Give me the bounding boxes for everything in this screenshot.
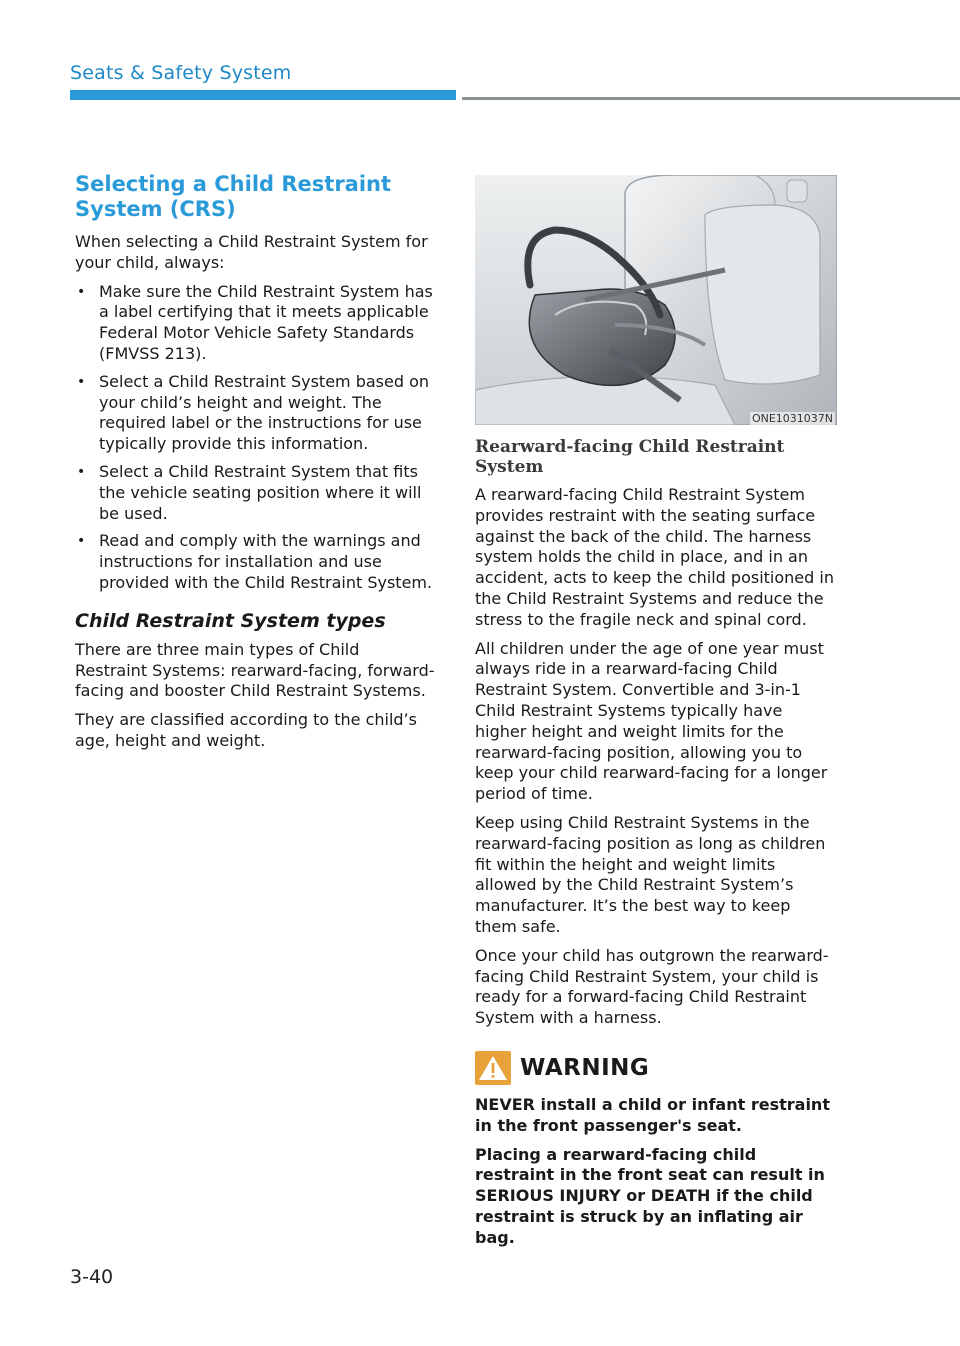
right-column <box>475 175 837 1257</box>
warning-line-1: NEVER install a child or infant restraint in the front passenger's seat. <box>475 1094 830 1135</box>
warning-header <box>475 1051 837 1085</box>
rearward-paragraph-3: Keep using Child Restraint Systems in the rearward-facing position as long as children fit within the height and weight limits allowed by the Child Restraint System’s manufacturer. It’s the best way to keep them safe. <box>475 812 826 936</box>
section-header: Seats & Safety System <box>70 62 292 84</box>
figure-code: ONE1031037N <box>751 412 833 425</box>
bullet-icon: • <box>77 373 86 390</box>
types-paragraph-1: There are three main types of Child Restraint Systems: rearward-facing, forward-facing and booster Child Restraint Systems. <box>75 639 435 701</box>
warning-body <box>475 1095 837 1249</box>
rear-seat-infant-carrier-image <box>475 175 837 425</box>
bullet-icon: • <box>77 283 86 300</box>
section-title-line-2: System (CRS) <box>75 197 236 221</box>
list-item <box>75 372 435 455</box>
figure-caption: Rearward-facing Child Restraint System <box>475 437 785 477</box>
list-item-text: Read and comply with the warnings and instructions for installation and use provided with the Child Restraint System. <box>99 531 433 592</box>
car-seat-illustration <box>475 175 837 425</box>
list-item <box>75 462 435 524</box>
section-title-line-1: Selecting a Child Restraint <box>75 172 392 196</box>
header-rule-gray <box>462 97 960 100</box>
types-paragraph-2: They are classified according to the child’s age, height and weight. <box>75 710 417 750</box>
list-item-text: Make sure the Child Restraint System has a label certifying that it meets applicable Federal Motor Vehicle Safety Standards (FMVSS 213). <box>99 281 433 363</box>
rearward-paragraph-1: A rearward-facing Child Restraint System provides restraint with the seating surface against the back of the child. The harness system holds the child in place, and in an accident, acts to keep the child positioned in the Child Restraint Systems and reduce the stress to the fragile neck and spinal cord. <box>475 485 834 629</box>
intro-paragraph: When selecting a Child Restraint System for your child, always: <box>75 232 428 272</box>
warning-title: WARNING <box>520 1054 650 1081</box>
page-number: 3-40 <box>70 1266 114 1288</box>
warning-triangle-icon <box>475 1051 511 1085</box>
list-item <box>75 282 435 365</box>
warning-line-2: Placing a rearward-facing child restraint in the front seat can result in SERIOUS INJURY or DEATH if the child restraint is struck by an inflating air bag. <box>475 1144 825 1247</box>
types-heading: Child Restraint System types <box>75 609 386 632</box>
left-column <box>75 172 435 760</box>
list-item-text: Select a Child Restraint System that fits the vehicle seating position where it will be used. <box>99 461 422 523</box>
header-rule-accent <box>70 90 456 100</box>
bullet-icon: • <box>77 533 86 550</box>
rearward-paragraph-2: All children under the age of one year must always ride in a rearward-facing Child Restraint System. Convertible and 3-in-1 Child Restraint Systems typically have higher height and weight limits for the rearward-facing position, allowing you to keep your child rearward-facing for a longer period of time. <box>475 638 828 804</box>
rearward-paragraph-4: Once your child has outgrown the rearward-facing Child Restraint System, your child is ready for a forward-facing Child Restraint System with a harness. <box>475 945 829 1028</box>
selection-checklist <box>75 282 435 594</box>
bullet-icon: • <box>77 463 86 480</box>
list-item <box>75 531 435 593</box>
list-item-text: Select a Child Restraint System based on your child’s height and weight. The required label or the instructions for use typically provide this information. <box>99 371 430 454</box>
section-title <box>75 172 435 222</box>
